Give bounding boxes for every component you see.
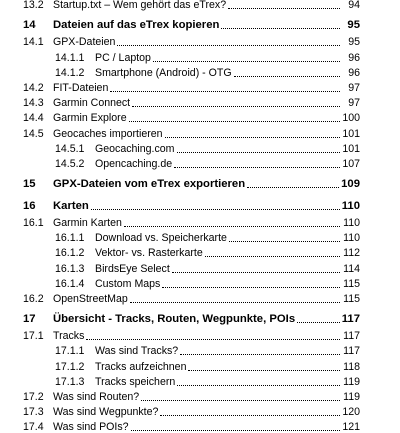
toc-entry[interactable] bbox=[23, 275, 360, 290]
toc-entry-number: 17.3 bbox=[23, 406, 44, 419]
toc-dot-leader bbox=[141, 399, 340, 401]
toc-entry-title: Was sind POIs? bbox=[53, 421, 129, 433]
toc-dot-leader bbox=[234, 75, 340, 77]
toc-entry-title: Was sind Routen? bbox=[53, 390, 140, 403]
toc-entry[interactable] bbox=[23, 357, 360, 372]
toc-entry-title: GPX-Dateien vom eTrex exportieren bbox=[53, 177, 246, 190]
toc-entry-title: PC / Laptop bbox=[95, 51, 151, 64]
toc-entry-title: GPX-Dateien bbox=[53, 36, 116, 49]
toc-entry-title: Startup.txt – Wem gehört das eTrex? bbox=[53, 0, 227, 12]
toc-entry-title: Download vs. Speicherkarte bbox=[95, 232, 227, 245]
toc-entry[interactable] bbox=[23, 64, 360, 79]
toc-entry-number: 17.1.3 bbox=[55, 375, 85, 388]
toc-entry-title: Opencaching.de bbox=[95, 157, 173, 170]
toc-entry[interactable] bbox=[23, 244, 360, 259]
toc-entry[interactable] bbox=[23, 48, 360, 63]
toc-entry-page: 107 bbox=[342, 157, 360, 170]
toc-dot-leader bbox=[174, 166, 340, 168]
toc-entry-number: 16.1.1 bbox=[55, 232, 85, 245]
toc-dot-leader bbox=[86, 338, 340, 340]
toc-entry-title: Geocaches importieren bbox=[53, 127, 163, 140]
toc-entry[interactable] bbox=[23, 342, 360, 357]
toc-entry[interactable] bbox=[23, 403, 360, 418]
toc-chapter-entry[interactable] bbox=[23, 305, 360, 327]
toc-entry[interactable] bbox=[23, 109, 360, 124]
toc-entry-page: 97 bbox=[348, 97, 360, 110]
toc-entry-number: 17 bbox=[23, 313, 36, 325]
toc-dot-leader bbox=[188, 369, 340, 371]
toc-entry-number: 13.2 bbox=[23, 0, 44, 12]
toc-entry-page: 120 bbox=[342, 406, 360, 419]
toc-entry-number: 17.1.1 bbox=[55, 345, 85, 358]
toc-entry[interactable] bbox=[23, 155, 360, 170]
toc-entry-title: Tracks aufzeichnen bbox=[95, 360, 187, 373]
toc-entry-title: Dateien auf das eTrex kopieren bbox=[53, 19, 220, 32]
toc-chapter-entry[interactable] bbox=[23, 170, 360, 192]
toc-entry-title: OpenStreetMap bbox=[53, 293, 128, 305]
toc-dot-leader bbox=[130, 301, 340, 303]
toc-entry-number: 15 bbox=[23, 177, 36, 190]
toc-entry-number: 17.4 bbox=[23, 421, 44, 433]
toc-entry-page: 110 bbox=[341, 199, 360, 212]
toc-dot-leader bbox=[117, 44, 340, 46]
toc-entry-page: 96 bbox=[348, 66, 360, 79]
toc-dot-leader bbox=[180, 353, 340, 355]
toc-dot-leader bbox=[177, 384, 340, 386]
toc-entry[interactable] bbox=[23, 214, 360, 229]
toc-entry[interactable] bbox=[23, 140, 360, 155]
toc-dot-leader bbox=[129, 120, 340, 122]
toc-entry-number: 14.1.1 bbox=[55, 51, 85, 64]
toc-entry-number: 14.5.1 bbox=[55, 142, 85, 155]
toc-entry[interactable] bbox=[23, 373, 360, 388]
toc-entry[interactable] bbox=[23, 124, 360, 139]
toc-entry-page: 119 bbox=[343, 375, 360, 388]
toc-dot-leader bbox=[162, 286, 340, 288]
toc-entry-number: 14.5 bbox=[23, 127, 44, 140]
toc-entry-number: 17.1 bbox=[23, 330, 44, 343]
toc-entry-number: 14.4 bbox=[23, 112, 44, 125]
toc-entry-title: Garmin Connect bbox=[53, 97, 131, 110]
toc-entry-page: 101 bbox=[342, 127, 360, 140]
toc-entry-title: Tracks speichern bbox=[95, 375, 176, 388]
toc-entry[interactable] bbox=[23, 290, 360, 305]
table-of-contents bbox=[23, 0, 360, 433]
toc-entry-number: 16.1.4 bbox=[55, 277, 85, 290]
toc-entry-number: 16.1 bbox=[23, 217, 44, 230]
toc-chapter-entry[interactable] bbox=[23, 11, 360, 33]
toc-entry-number: 14.5.2 bbox=[55, 157, 85, 170]
toc-entry-page: 117 bbox=[343, 345, 360, 358]
toc-entry-page: 94 bbox=[348, 0, 360, 12]
toc-entry-title: Smartphone (Android) - OTG bbox=[95, 66, 232, 79]
toc-entry-page: 117 bbox=[343, 330, 360, 343]
toc-dot-leader bbox=[131, 429, 340, 431]
toc-entry-number: 14.3 bbox=[23, 97, 44, 110]
toc-entry[interactable] bbox=[23, 229, 360, 244]
toc-entry-page: 118 bbox=[343, 360, 360, 373]
toc-entry-page: 114 bbox=[343, 262, 360, 275]
toc-entry-number: 16.2 bbox=[23, 293, 44, 305]
toc-entry-title: Was sind Wegpunkte? bbox=[53, 406, 159, 419]
toc-dot-leader bbox=[132, 105, 340, 107]
toc-entry-page: 115 bbox=[343, 277, 360, 290]
toc-dot-leader bbox=[229, 240, 340, 242]
toc-entry[interactable] bbox=[23, 94, 360, 109]
toc-entry-title: Garmin Explore bbox=[53, 112, 127, 125]
toc-entry-number: 16.1.2 bbox=[55, 247, 85, 260]
toc-entry-title: Übersicht - Tracks, Routen, Wegpunkte, POIs bbox=[53, 313, 296, 325]
toc-entry-title: FIT-Dateien bbox=[53, 81, 109, 94]
toc-entry-page: 119 bbox=[343, 390, 360, 403]
toc-entry-title: Geocaching.com bbox=[95, 142, 175, 155]
toc-dot-leader bbox=[228, 7, 340, 9]
toc-dot-leader bbox=[110, 90, 340, 92]
toc-entry-page: 115 bbox=[343, 293, 360, 305]
toc-entry[interactable] bbox=[23, 33, 360, 48]
toc-entry-title: Karten bbox=[53, 199, 89, 212]
toc-entry-page: 97 bbox=[348, 81, 360, 94]
toc-entry-page: 109 bbox=[341, 177, 360, 190]
toc-entry[interactable] bbox=[23, 418, 360, 433]
toc-entry[interactable] bbox=[23, 79, 360, 94]
toc-entry-page: 95 bbox=[347, 19, 360, 32]
toc-dot-leader bbox=[160, 414, 340, 416]
toc-entry-page: 96 bbox=[348, 51, 360, 64]
toc-entry-title: Vektor- vs. Rasterkarte bbox=[95, 247, 203, 260]
toc-entry-page: 110 bbox=[343, 217, 360, 230]
toc-entry[interactable] bbox=[23, 388, 360, 403]
toc-entry-number: 14.2 bbox=[23, 81, 44, 94]
toc-dot-leader bbox=[124, 225, 340, 227]
toc-dot-leader bbox=[91, 208, 340, 210]
toc-entry[interactable] bbox=[23, 0, 360, 11]
toc-entry-title: Custom Maps bbox=[95, 277, 161, 290]
toc-dot-leader bbox=[297, 321, 340, 323]
toc-entry-page: 117 bbox=[341, 313, 360, 325]
toc-entry-number: 16.1.3 bbox=[55, 262, 85, 275]
toc-dot-leader bbox=[153, 60, 340, 62]
toc-entry-title: BirdsEye Select bbox=[95, 262, 170, 275]
toc-chapter-entry[interactable] bbox=[23, 192, 360, 214]
toc-entry-number: 17.2 bbox=[23, 390, 44, 403]
toc-entry[interactable] bbox=[23, 259, 360, 274]
toc-entry-page: 101 bbox=[342, 142, 360, 155]
toc-entry-title: Was sind Tracks? bbox=[95, 345, 179, 358]
toc-dot-leader bbox=[165, 136, 340, 138]
toc-entry-number: 16 bbox=[23, 199, 36, 212]
toc-entry-title: Garmin Karten bbox=[53, 217, 122, 230]
toc-entry[interactable] bbox=[23, 327, 360, 342]
toc-dot-leader bbox=[172, 271, 340, 273]
toc-entry-number: 17.1.2 bbox=[55, 360, 85, 373]
toc-entry-number: 14 bbox=[23, 19, 36, 32]
toc-dot-leader bbox=[221, 27, 340, 29]
toc-dot-leader bbox=[247, 186, 339, 188]
toc-entry-number: 14.1 bbox=[23, 36, 44, 49]
toc-entry-title: Tracks bbox=[53, 330, 85, 343]
toc-dot-leader bbox=[177, 151, 341, 153]
toc-entry-page: 112 bbox=[343, 247, 360, 260]
toc-entry-number: 14.1.2 bbox=[55, 66, 85, 79]
toc-entry-page: 121 bbox=[342, 421, 360, 433]
toc-entry-page: 95 bbox=[348, 36, 360, 49]
toc-entry-page: 110 bbox=[343, 232, 360, 245]
toc-entry-page: 100 bbox=[342, 112, 360, 125]
toc-dot-leader bbox=[205, 255, 340, 257]
